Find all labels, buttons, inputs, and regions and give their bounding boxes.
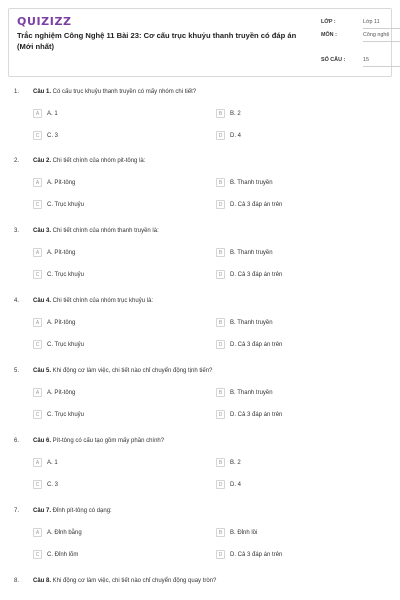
option-b[interactable]: B B. Thanh truyền (216, 318, 273, 327)
option-b[interactable]: B B. Thanh truyền (216, 178, 273, 187)
question-text: Câu 6. Pít-tông có cấu tạo gồm mấy phần chính? (33, 438, 165, 444)
question-text: Câu 3. Chi tiết chính của nhóm thanh truyền là: (33, 228, 159, 234)
option-a[interactable]: A A. 1 (33, 458, 58, 467)
document-title: Trắc nghiệm Công Nghệ 11 Bài 23: Cơ cấu trục khuỷu thanh truyền có đáp án (Mới nhất) (17, 31, 297, 51)
option-b[interactable]: B B. 2 (216, 109, 241, 118)
question-number: 2. (14, 158, 20, 164)
option-c[interactable]: C C. 3 (33, 131, 58, 140)
option-a[interactable]: A A. Pít-tông (33, 318, 75, 327)
subject-value: Công nghệ (363, 32, 400, 42)
option-c[interactable]: C C. Trục khuỷu (33, 340, 84, 349)
question-text: Câu 5. Khi động cơ làm việc, chi tiết nào chỉ chuyển động tịnh tiến? (33, 368, 213, 374)
question-number: 8. (14, 578, 20, 584)
question-text: Câu 4. Chi tiết chính của nhóm trục khuỷu là: (33, 298, 154, 304)
option-d[interactable]: D D. Cả 3 đáp án trên (216, 340, 282, 349)
count-label: SỐ CÂU : (321, 57, 346, 63)
option-d[interactable]: D D. 4 (216, 131, 241, 140)
option-a[interactable]: A A. Pít-tông (33, 178, 75, 187)
option-b[interactable]: B B. Đỉnh lồi (216, 528, 257, 537)
option-a[interactable]: A A. Đỉnh bằng (33, 528, 82, 537)
option-a[interactable]: A A. Pít-tông (33, 388, 75, 397)
document-header (8, 8, 392, 77)
question-number: 1. (14, 89, 20, 95)
option-c[interactable]: C C. Trục khuỷu (33, 200, 84, 209)
option-c[interactable]: C C. Trục khuỷu (33, 270, 84, 279)
option-d[interactable]: D D. Cả 3 đáp án trên (216, 270, 282, 279)
option-c[interactable]: C C. Trục khuỷu (33, 410, 84, 419)
subject-label: MÔN : (321, 32, 337, 38)
question-text: Câu 8. Khi động cơ làm việc, chi tiết nào chỉ chuyển động quay tròn? (33, 578, 217, 584)
question-number: 4. (14, 298, 20, 304)
option-c[interactable]: C C. 3 (33, 480, 58, 489)
question-number: 6. (14, 438, 20, 444)
grade-value: Lớp 11 (363, 19, 400, 29)
question-text: Câu 1. Có cấu trục khuỷu thanh truyền có mấy nhóm chi tiết? (33, 89, 197, 95)
question-text: Câu 2. Chi tiết chính của nhóm pit-tông là: (33, 158, 146, 164)
option-a[interactable]: A A. Pít-tông (33, 248, 75, 257)
quizizz-logo: QUIZIZZ (17, 15, 72, 28)
count-value: 15 (363, 57, 400, 67)
option-b[interactable]: B B. 2 (216, 458, 241, 467)
option-d[interactable]: D D. 4 (216, 480, 241, 489)
option-b[interactable]: B B. Thanh truyền (216, 388, 273, 397)
grade-label: LỚP : (321, 19, 336, 25)
question-text: Câu 7. Đỉnh pít-tông có dạng: (33, 508, 112, 514)
option-c[interactable]: C C. Đỉnh lõm (33, 550, 78, 559)
option-b[interactable]: B B. Thanh truyền (216, 248, 273, 257)
question-number: 3. (14, 228, 20, 234)
option-d[interactable]: D D. Cả 3 đáp án trên (216, 410, 282, 419)
question-number: 7. (14, 508, 20, 514)
question-number: 5. (14, 368, 20, 374)
option-d[interactable]: D D. Cả 3 đáp án trên (216, 200, 282, 209)
option-d[interactable]: D D. Cả 3 đáp án trên (216, 550, 282, 559)
option-a[interactable]: A A. 1 (33, 109, 58, 118)
